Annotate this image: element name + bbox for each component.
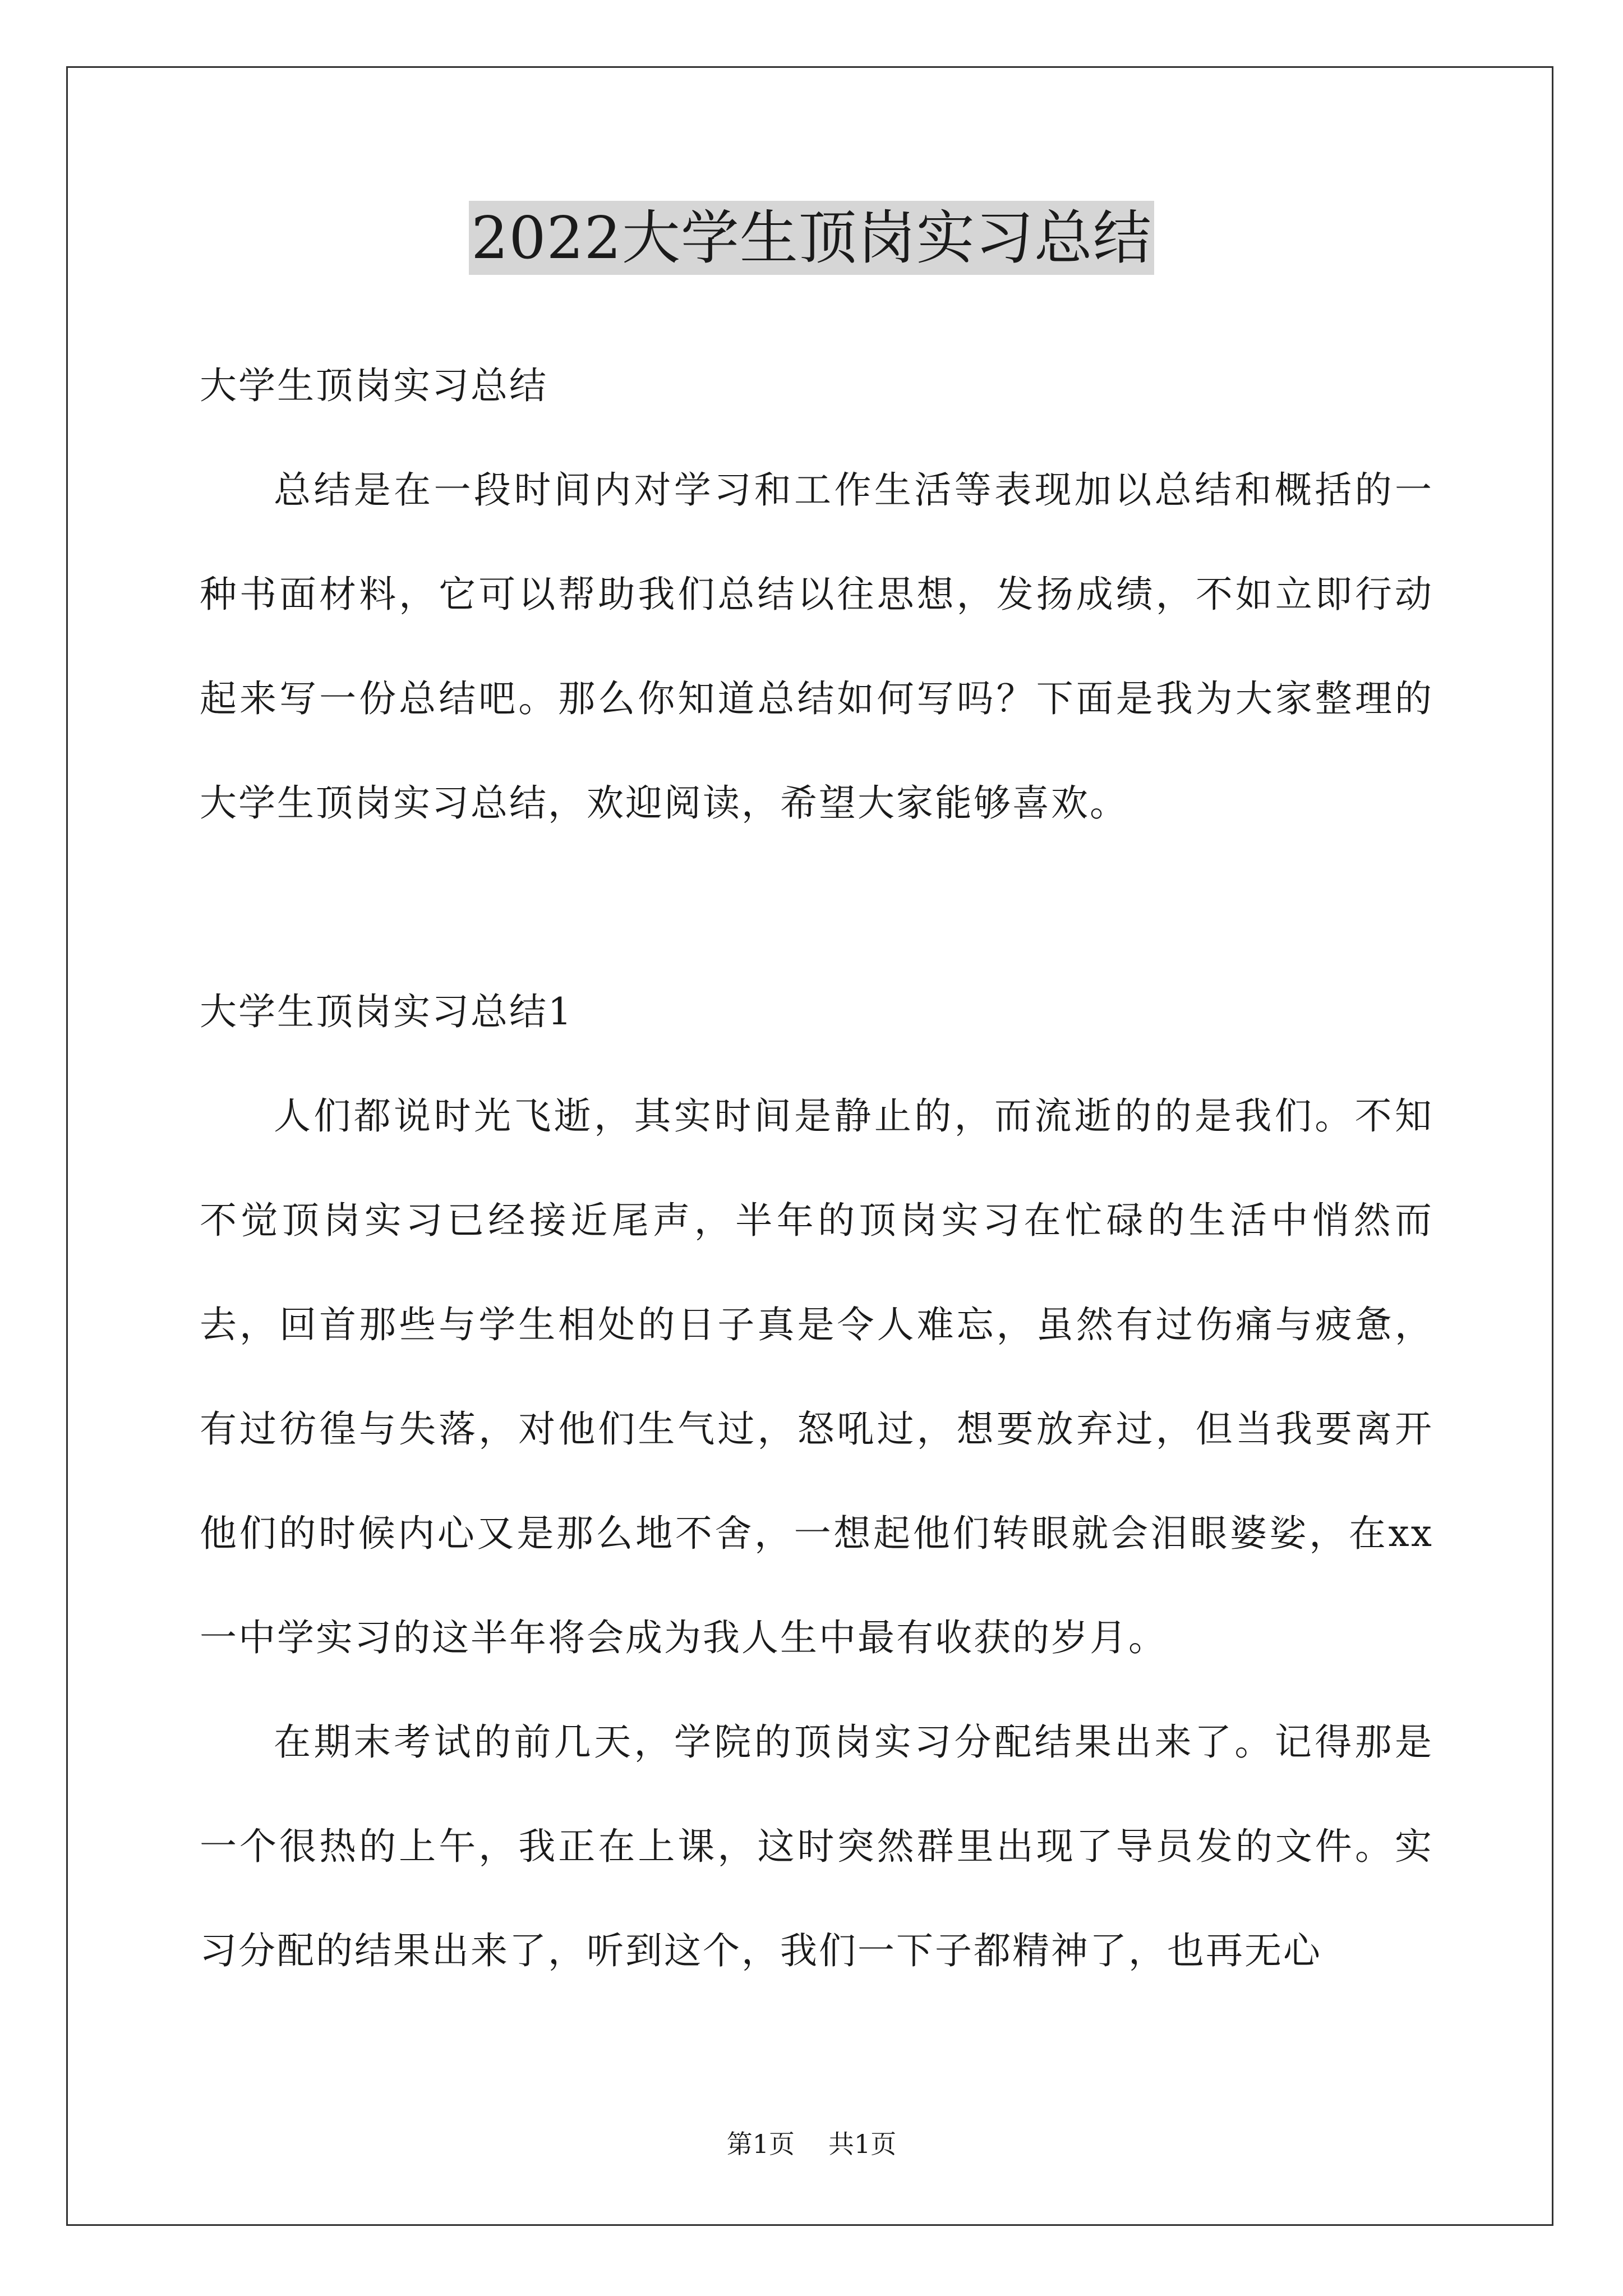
section1-heading: 大学生顶岗实习总结1 (200, 990, 573, 1033)
section-gap (200, 855, 1433, 960)
page-footer (0, 2127, 1623, 2161)
section1-paragraph-2: 在期末考试的前几天，学院的顶岗实习分配结果出来了。记得那是一个很热的上午，我正在上课，这时突然群里出现了导员发的文件。实习分配的结果出来了，听到这个，我们一下子都精神了，也再无心 (200, 1720, 1433, 1972)
page-number-current: 第1页 (726, 2129, 795, 2159)
page-number-total: 共1页 (828, 2129, 897, 2159)
section1-paragraph-1: 人们都说时光飞逝，其实时间是静止的，而流逝的的是我们。不知不觉顶岗实习已经接近尾声，半年的顶岗实习在忙碌的生活中悄然而去，回首那些与学生相处的日子真是令人难忘，虽然有过伤痛与疲惫，有过彷徨与失落，对他们生气过，怒吼过，想要放弃过，但当我要离开他们的时候内心又是那么地不舍，一想起他们转眼就会泪眼婆娑，在xx一中学实习的这半年将会成为我人生中最有收获的岁月。 (200, 1094, 1433, 1659)
intro-paragraph: 总结是在一段时间内对学习和工作生活等表现加以总结和概括的一种书面材料，它可以帮助我们总结以往思想，发扬成绩，不如立即行动起来写一份总结吧。那么你知道总结如何写吗？下面是我为大家整理的大学生顶岗实习总结，欢迎阅读，希望大家能够喜欢。 (200, 468, 1433, 825)
title-wrap (0, 201, 1623, 275)
intro-heading: 大学生顶岗实习总结 (200, 364, 548, 407)
document-title: 2022大学生顶岗实习总结 (469, 201, 1154, 275)
document-body (200, 334, 1433, 2003)
